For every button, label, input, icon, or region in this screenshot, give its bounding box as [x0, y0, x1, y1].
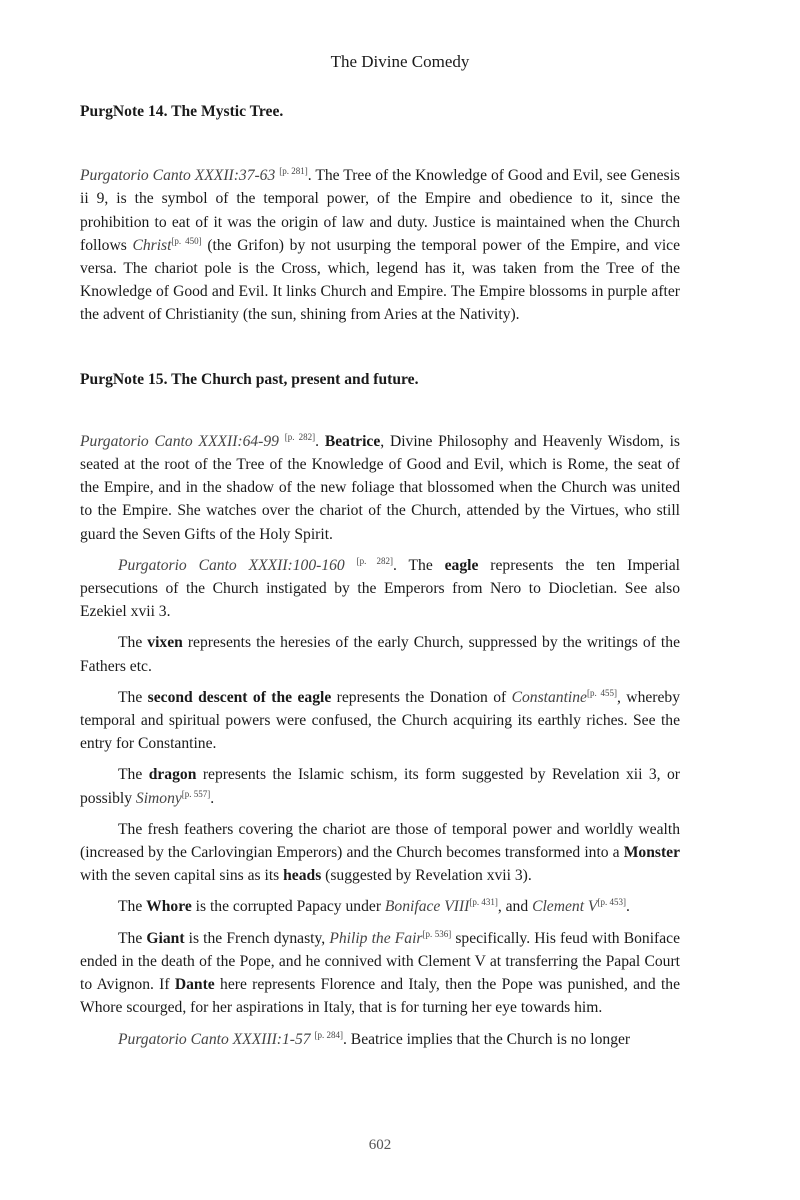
- bold-term: Dante: [174, 976, 215, 994]
- text: . The Tree of the Knowledge of Good and Evil, see Genesis ii 9, is the symbol of the temporal power, of the Empire and obedience to it, since the prohibition to eat of it was the origin of law and duty. Justice is maintained when the Church follows: [80, 167, 680, 254]
- text: .: [625, 898, 630, 916]
- text: is the corrupted Papacy under: [191, 898, 385, 916]
- page-ref[interactable]: [p. 450]: [171, 235, 202, 246]
- text: The fresh feathers covering the chariot are those of temporal power and worldly wealth (increased by the Carlovingian Emperors) and the Church becomes transformed into a: [80, 820, 680, 862]
- page-ref[interactable]: [p. 431]: [469, 897, 498, 908]
- content: [80, 100, 680, 1051]
- bold-term: vixen: [147, 634, 183, 652]
- text: . Beatrice implies that the Church is no longer: [343, 1030, 631, 1048]
- note15-paragraph-1: [80, 430, 680, 546]
- text: here represents Florence and Italy, then the Pope was punished, and the Whore scourged, for her aspirations in Italy, that is for turning her eye towards him.: [80, 976, 680, 1017]
- constantine-link[interactable]: Constantine: [511, 688, 587, 706]
- text: The: [118, 634, 148, 652]
- note15-paragraph-8: [80, 927, 680, 1020]
- text: represents the Donation of: [331, 688, 512, 706]
- text: , and: [497, 898, 533, 916]
- clement-link[interactable]: Clement V: [532, 898, 598, 916]
- page-ref[interactable]: [p. 453]: [597, 897, 626, 908]
- note15-paragraph-2: [80, 554, 680, 624]
- text: is the French dynasty,: [184, 929, 330, 947]
- section-heading-14: PurgNote 14. The Mystic Tree.: [80, 103, 284, 120]
- bold-term: Whore: [146, 898, 192, 916]
- philip-link[interactable]: Philip the Fair: [329, 929, 423, 947]
- bold-term: second descent of the eagle: [147, 688, 332, 706]
- text: , whereby temporal and spiritual powers were confused, the Church acquiring its earthly riches. See the entry for Constantine.: [80, 688, 680, 753]
- christ-link[interactable]: Christ: [132, 236, 172, 254]
- note14-paragraph: [80, 164, 680, 326]
- text: The: [118, 688, 148, 706]
- text: represents the Islamic schism, its form suggested by Revelation xii 3, or possibly: [80, 766, 680, 807]
- text: specifically. His feud with Boniface ended in the death of the Pope, and he connived with Clement V at transferring the Papal Court to Avignon. If: [80, 929, 681, 994]
- note15-paragraph-5: [80, 763, 680, 809]
- note15-paragraph-6: [80, 818, 680, 888]
- note15-paragraph-9: [80, 1028, 680, 1051]
- bold-term: Monster: [623, 844, 680, 862]
- boniface-link[interactable]: Boniface VIII: [384, 898, 470, 916]
- bold-term: dragon: [148, 766, 197, 784]
- page-title: The Divine Comedy: [330, 52, 470, 71]
- note15-paragraph-3: [80, 631, 680, 677]
- page-ref[interactable]: [p. 282]: [356, 555, 394, 566]
- page-ref[interactable]: [p. 281]: [279, 166, 308, 177]
- note15-paragraph-4: [80, 686, 680, 756]
- text: The: [118, 929, 147, 947]
- text: (the Grifon) by not usurping the temporal power of the Empire, and vice versa. The chariot pole is the Cross, which, legend has it, was taken from the Tree of the Knowledge of Good and Evil. It links Church and Empire. The Empire blossoms in purple after the advent of Christianity (the sun, shining from Aries at the Nativity).: [80, 236, 680, 324]
- text: . The: [393, 556, 445, 574]
- bold-term: Beatrice: [324, 432, 381, 450]
- text: (suggested by Revelation xvii 3).: [321, 867, 532, 885]
- note15-paragraph-7: [80, 895, 680, 918]
- text: represents the ten Imperial persecutions of the Church instigated by the Emperors from Nero to Diocletian. See also Ezekiel xvii 3.: [80, 556, 680, 621]
- page-ref[interactable]: [p. 536]: [422, 928, 452, 939]
- text: .: [210, 789, 215, 807]
- bold-term: Giant: [146, 929, 185, 947]
- canto-link[interactable]: Purgatorio Canto XXXII:100-160: [118, 556, 345, 574]
- page-ref[interactable]: [p. 284]: [314, 1029, 343, 1040]
- text: , Divine Philosophy and Heavenly Wisdom, is seated at the root of the Tree of the Knowledge of Good and Evil, which is Rome, the seat of the Empire, and in the shadow of the new foliage that blossomed when the Church was united to the Empire. She watches over the chariot of the Church, attended by the Virtues, who still guard the Seven Gifts of the Holy Spirit.: [80, 432, 680, 543]
- bold-term: heads: [283, 867, 322, 885]
- section-heading-15: PurgNote 15. The Church past, present and future.: [80, 370, 419, 388]
- page-ref[interactable]: [p. 455]: [586, 687, 617, 698]
- page-ref[interactable]: [p. 557]: [181, 788, 211, 799]
- text: represents the heresies of the early Church, suppressed by the writings of the Fathers etc.: [80, 634, 680, 675]
- canto-link[interactable]: Purgatorio Canto XXXII:37-63: [80, 167, 276, 185]
- canto-link[interactable]: Purgatorio Canto XXXIII:1-57: [118, 1030, 311, 1048]
- text: with the seven capital sins as its: [80, 867, 284, 885]
- bold-term: eagle: [444, 556, 479, 574]
- page-ref[interactable]: [p. 282]: [284, 431, 316, 442]
- simony-link[interactable]: Simony: [135, 789, 182, 807]
- text: The: [118, 766, 149, 784]
- text: .: [315, 432, 325, 450]
- text: The: [118, 898, 147, 916]
- page-number: 602: [368, 1137, 392, 1153]
- canto-link[interactable]: Purgatorio Canto XXXII:64-99: [80, 432, 279, 450]
